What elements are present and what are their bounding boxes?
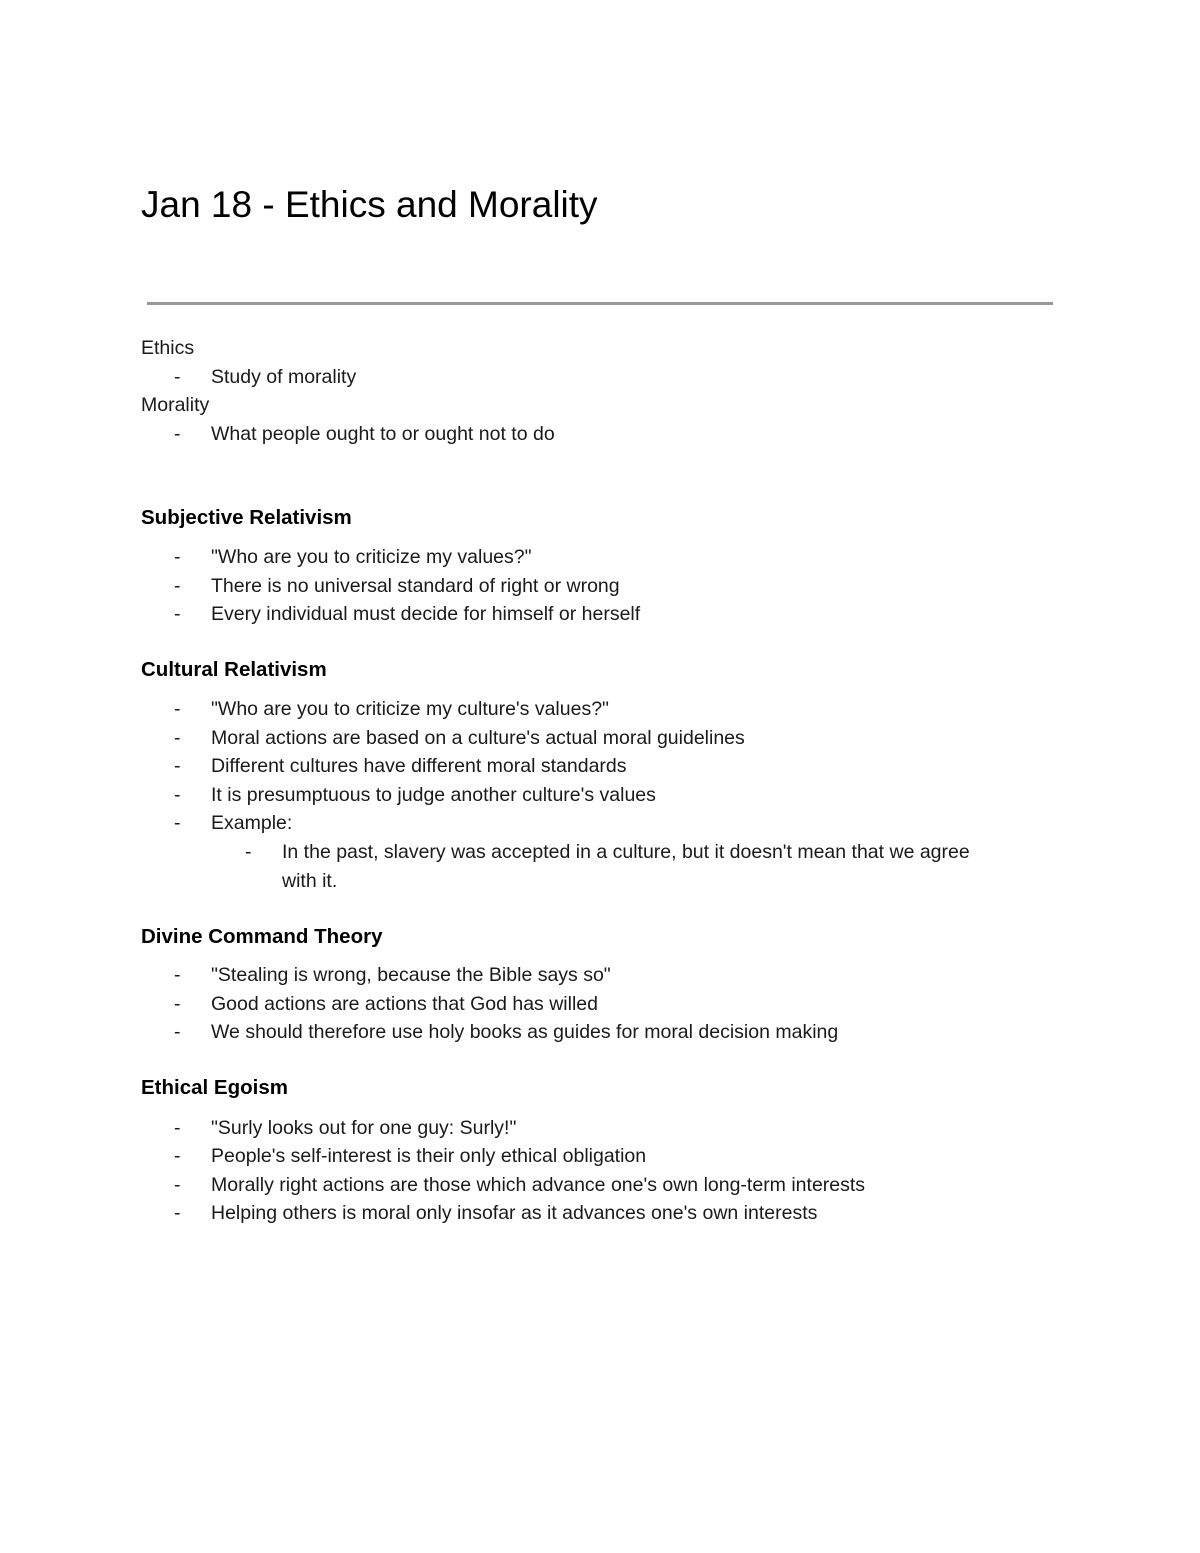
bullet-dash: - (174, 964, 181, 986)
list-item: "Surly looks out for one guy: Surly!" (211, 1117, 517, 1139)
section-heading-divine-command-theory: Divine Command Theory (141, 925, 383, 948)
bullet-dash: - (174, 1145, 181, 1167)
bullet-dash: - (174, 546, 181, 568)
bullet-dash: - (174, 603, 181, 625)
page-title: Jan 18 - Ethics and Morality (141, 184, 598, 225)
bullet-dash: - (174, 727, 181, 749)
list-item: People's self-interest is their only ethical obligation (211, 1145, 647, 1167)
list-item: Morally right actions are those which advance one's own long-term interests (211, 1174, 866, 1196)
bullet-dash: - (174, 993, 181, 1015)
bullet-dash: - (174, 812, 181, 834)
section-heading-subjective-relativism: Subjective Relativism (141, 506, 352, 529)
sub-list-item: In the past, slavery was accepted in a culture, but it doesn't mean that we agree (282, 841, 970, 863)
list-item: "Stealing is wrong, because the Bible says so" (211, 964, 611, 986)
list-item: Good actions are actions that God has willed (211, 993, 598, 1015)
bullet-dash: - (174, 755, 181, 777)
bullet-dash: - (174, 1202, 181, 1224)
term-morality: Morality (141, 394, 210, 416)
list-item: There is no universal standard of right or wrong (211, 575, 620, 597)
bullet-dash: - (174, 1021, 181, 1043)
list-item: Moral actions are based on a culture's actual moral guidelines (211, 727, 745, 749)
list-item: "Who are you to criticize my values?" (211, 546, 532, 568)
section-heading-cultural-relativism: Cultural Relativism (141, 658, 327, 681)
term-ethics: Ethics (141, 337, 195, 359)
bullet-dash: - (174, 698, 181, 720)
list-item: It is presumptuous to judge another culture's values (211, 784, 656, 806)
section-heading-ethical-egoism: Ethical Egoism (141, 1076, 288, 1099)
bullet-dash: - (174, 1174, 181, 1196)
bullet-dash: - (174, 784, 181, 806)
bullet-dash: - (174, 575, 181, 597)
list-item: "Who are you to criticize my culture's values?" (211, 698, 609, 720)
definition-ethics: Study of morality (211, 366, 357, 388)
list-item: We should therefore use holy books as guides for moral decision making (211, 1021, 839, 1043)
horizontal-divider (147, 302, 1053, 305)
sub-bullet-dash: - (245, 841, 252, 863)
sub-list-item-continuation: with it. (282, 870, 338, 892)
bullet-dash: - (174, 423, 181, 445)
bullet-dash: - (174, 366, 181, 388)
list-item: Every individual must decide for himself or herself (211, 603, 641, 625)
list-item: Helping others is moral only insofar as it advances one's own interests (211, 1202, 818, 1224)
list-item: Different cultures have different moral standards (211, 755, 627, 777)
bullet-dash: - (174, 1117, 181, 1139)
definition-morality: What people ought to or ought not to do (211, 423, 555, 445)
list-item: Example: (211, 812, 293, 834)
